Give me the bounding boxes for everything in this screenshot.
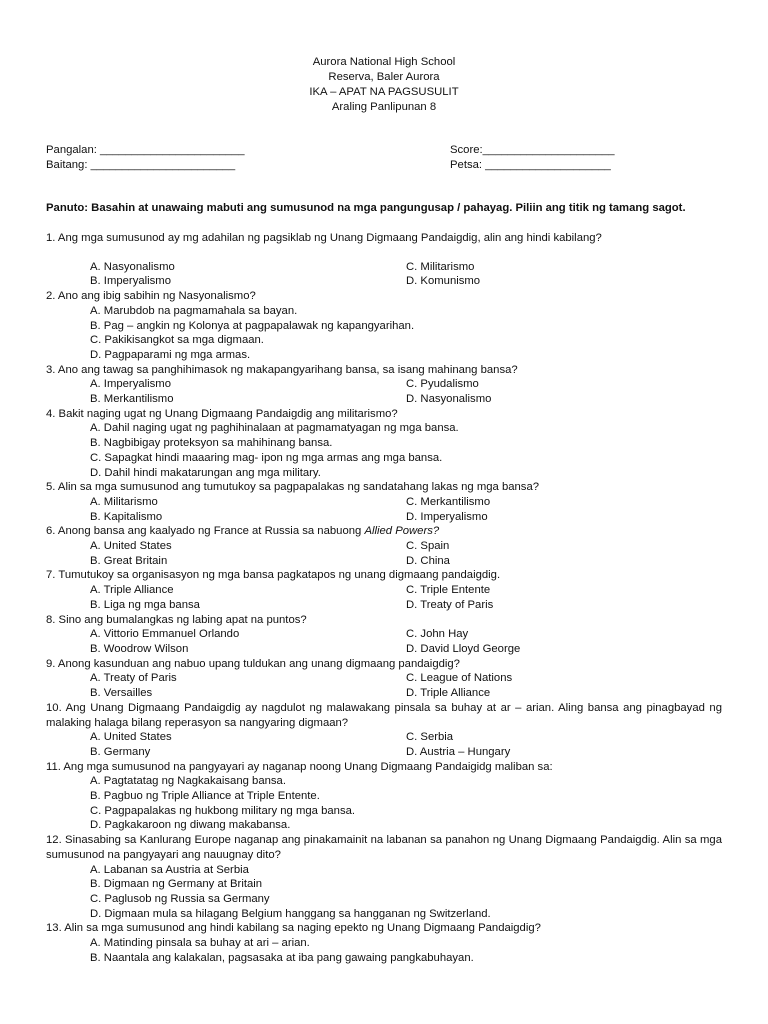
option-a: A. Militarismo bbox=[90, 495, 158, 508]
question-text: 3. Ano ang tawag sa panghihimasok ng makapangyarihang bansa, sa isang mahinang bansa? bbox=[46, 363, 518, 376]
question-text: 5. Alin sa mga sumusunod ang tumutukoy sa pagpapalakas ng sandatahang lakas ng mga bansa? bbox=[46, 481, 540, 494]
option-b: B. Versailles bbox=[90, 687, 153, 700]
question-1-options bbox=[46, 260, 722, 289]
option-b: B. Merkantilismo bbox=[90, 393, 174, 406]
question-9 bbox=[46, 657, 722, 701]
question-text bbox=[46, 524, 722, 539]
option-d: D. China bbox=[406, 554, 450, 567]
option-c: C. John Hay bbox=[406, 628, 469, 641]
question-text: 2. Ano ang ibig sabihin ng Nasyonalismo? bbox=[46, 290, 256, 303]
option-a: A. Nasyonalismo bbox=[90, 260, 175, 273]
question-1 bbox=[46, 231, 722, 246]
option-a: A. Matinding pinsala sa buhay at ari – arian. bbox=[90, 937, 310, 950]
question-list bbox=[46, 231, 722, 965]
option-d: D. Austria – Hungary bbox=[406, 745, 511, 758]
option-a: A. Triple Alliance bbox=[90, 584, 174, 597]
school-address: Reserva, Baler Aurora bbox=[328, 71, 440, 83]
option-b: B. Nagbibigay proteksyon sa mahihinang bansa. bbox=[90, 437, 333, 450]
option-b: B. Pag – angkin ng Kolonya at pagpapalawak ng kapangyarihan. bbox=[90, 319, 415, 332]
option-c: C. Spain bbox=[406, 540, 450, 553]
option-d: D. David Lloyd George bbox=[406, 642, 521, 655]
option-b: B. Imperyalismo bbox=[90, 275, 171, 288]
score-field: Score:_____________________ bbox=[450, 144, 615, 156]
option-c: C. Pyudalismo bbox=[406, 378, 479, 391]
option-b: B. Germany bbox=[90, 745, 151, 758]
question-2 bbox=[46, 289, 722, 363]
option-b: B. Pagbuo ng Triple Alliance at Triple Entente. bbox=[90, 790, 320, 803]
option-a: A. Treaty of Paris bbox=[90, 672, 177, 685]
option-b: B. Naantala ang kalakalan, pagsasaka at iba pang gawaing pangkabuhayan. bbox=[90, 951, 474, 964]
option-c: C. Merkantilismo bbox=[406, 495, 491, 508]
option-a: A. Vittorio Emmanuel Orlando bbox=[90, 628, 240, 641]
question-text: 1. Ang mga sumusunod ay mg adahilan ng pagsiklab ng Unang Digmaang Pandaigdig, alin ang hindi kabilang? bbox=[46, 232, 602, 244]
option-d: D. Triple Alliance bbox=[406, 687, 491, 700]
student-info bbox=[46, 143, 736, 173]
option-c: C. Pakikisangkot sa mga digmaan. bbox=[90, 334, 264, 347]
question-text: 4. Bakit naging ugat ng Unang Digmaang Pandaigdig ang militarismo? bbox=[46, 407, 398, 420]
option-c: C. Sapagkat hindi maaaring mag- ipon ng mga armas ang mga bansa. bbox=[90, 451, 443, 464]
option-a: A. United States bbox=[90, 731, 172, 744]
option-c: C. League of Nations bbox=[406, 672, 513, 685]
option-d: D. Pagpaparami ng mga armas. bbox=[90, 348, 251, 361]
grade-field: Baitang: _______________________ bbox=[46, 159, 236, 171]
option-b: B. Woodrow Wilson bbox=[90, 642, 189, 655]
option-d: D. Dahil hindi makatarungan ang mga military. bbox=[90, 466, 321, 479]
option-a: A. Dahil naging ugat ng paghihinalaan at pagmamatyagan ng mga bansa. bbox=[90, 422, 459, 435]
question-text-italic: Allied Powers? bbox=[364, 525, 440, 538]
option-c: C. Militarismo bbox=[406, 260, 475, 273]
option-a: A. Marubdob na pagmamahala sa bayan. bbox=[90, 304, 298, 317]
question-8 bbox=[46, 613, 722, 657]
question-text: 13. Alin sa mga sumusunod ang hindi kabilang sa naging epekto ng Unang Digmaang Pandaigdig? bbox=[46, 922, 541, 935]
exam-header bbox=[0, 55, 768, 115]
exam-title: IKA – APAT NA PAGSUSULIT bbox=[309, 86, 459, 98]
option-a: A. United States bbox=[90, 540, 172, 553]
school-name: Aurora National High School bbox=[312, 56, 456, 68]
option-d: D. Komunismo bbox=[406, 275, 481, 288]
option-d: D. Digmaan mula sa hilagang Belgium hanggang sa hangganan ng Switzerland. bbox=[90, 907, 491, 920]
option-b: B. Kapitalismo bbox=[90, 510, 163, 523]
instructions: Panuto: Basahin at unawaing mabuti ang sumusunod na mga pangungusap / pahayag. Piliin ang titik ng tamang sagot. bbox=[46, 202, 686, 214]
option-c: C. Pagpapalakas ng hukbong military ng mga bansa. bbox=[90, 804, 356, 817]
option-b: B. Liga ng mga bansa bbox=[90, 598, 200, 611]
option-d: D. Treaty of Paris bbox=[406, 598, 494, 611]
option-c: C. Triple Entente bbox=[406, 584, 491, 597]
question-11 bbox=[46, 760, 722, 834]
date-field: Petsa: ____________________ bbox=[450, 159, 611, 171]
question-10 bbox=[46, 701, 722, 760]
question-3 bbox=[46, 363, 722, 407]
option-c: C. Paglusob ng Russia sa Germany bbox=[90, 892, 270, 905]
option-a: A. Labanan sa Austria at Serbia bbox=[90, 863, 249, 876]
question-text: 7. Tumutukoy sa organisasyon ng mga bansa pagkatapos ng unang digmaang pandaigdig. bbox=[46, 569, 501, 582]
subject-title: Araling Panlipunan 8 bbox=[331, 101, 437, 113]
name-field: Pangalan: _______________________ bbox=[46, 144, 245, 156]
option-b: B. Great Britain bbox=[90, 554, 168, 567]
option-d: D. Pagkakaroon ng diwang makabansa. bbox=[90, 819, 291, 832]
question-text: 9. Anong kasunduan ang nabuo upang tuldukan ang unang digmaang pandaigdig? bbox=[46, 657, 460, 670]
option-d: D. Imperyalismo bbox=[406, 510, 488, 523]
question-text: 10. Ang Unang Digmaang Pandaigdig ay nagdulot ng malawakang pinsala sa buhay at ar – arian. Aling bansa ang pinagbayad ng malaking halaga bilang reperasyon sa nangyaring digmaan? bbox=[46, 701, 722, 729]
question-6 bbox=[46, 524, 722, 568]
question-text-main: 6. Anong bansa ang kaalyado ng France at Russia sa nabuong bbox=[46, 525, 365, 538]
option-b: B. Digmaan ng Germany at Britain bbox=[90, 878, 263, 891]
question-4 bbox=[46, 407, 722, 481]
question-text: 12. Sinasabing sa Kanlurang Europe naganap ang pinakamainit na labanan sa panahon ng Unang Digmaang Pandaigdig. Alin sa mga sumusunod na pangyayari ang nauugnay dito? bbox=[46, 834, 722, 861]
question-13 bbox=[46, 921, 722, 965]
option-a: A. Imperyalismo bbox=[90, 378, 171, 391]
question-7 bbox=[46, 568, 722, 612]
question-5 bbox=[46, 480, 722, 524]
question-text: 11. Ang mga sumusunod na pangyayari ay naganap noong Unang Digmaang Pandaigidg maliban sa: bbox=[46, 760, 553, 773]
option-a: A. Pagtatatag ng Nagkakaisang bansa. bbox=[90, 775, 286, 788]
question-text: 8. Sino ang bumalangkas ng labing apat na puntos? bbox=[46, 613, 307, 626]
option-c: C. Serbia bbox=[406, 731, 454, 744]
question-12 bbox=[46, 833, 722, 921]
option-d: D. Nasyonalismo bbox=[406, 393, 492, 406]
